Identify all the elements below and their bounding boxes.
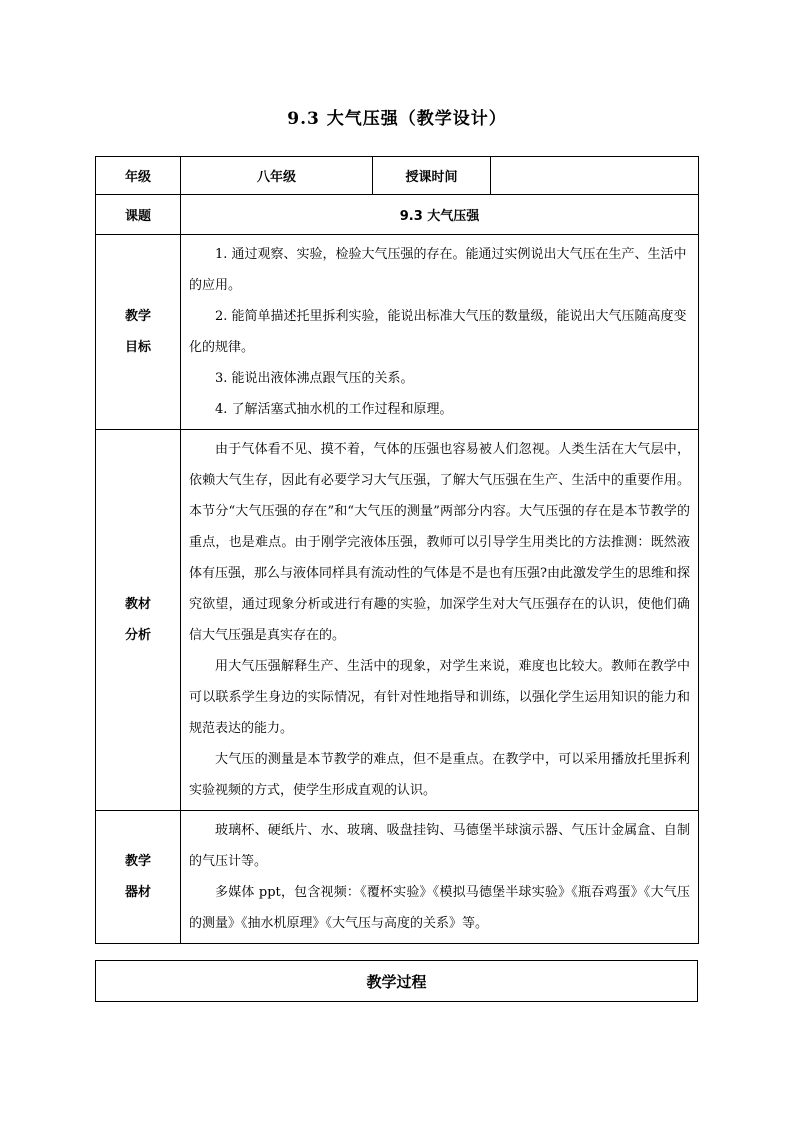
materials-paragraph: 多媒体 ppt，包含视频：《覆杯实验》《模拟马德堡半球实验》《瓶吞鸡蛋》《大气压的测量》《抽水机原理》《大气压与高度的关系》等。 (189, 885, 690, 931)
grade-row (96, 157, 699, 195)
page-title: 9.3 大气压强（教学设计） (287, 109, 507, 129)
analysis-content (181, 430, 699, 811)
topic-value: 9.3 大气压强 (181, 195, 699, 235)
analysis-paragraph: 大气压的测量是本节教学的难点，但不是重点。在教学中，可以采用播放托里拆利实验视频的方式，使学生形成直观的认识。 (189, 752, 690, 798)
topic-label: 课题 (96, 195, 181, 235)
topic-row (96, 195, 699, 235)
materials-content (181, 811, 699, 944)
materials-label (96, 811, 181, 944)
analysis-label-line1: 教材 (124, 597, 151, 612)
goal-item: 2. 能简单描述托里拆利实验，能说出标准大气压的数量级，能说出大气压随高度变化的规律。 (189, 309, 687, 355)
goal-item: 1. 通过观察、实验，检验大气压强的存在。能通过实例说出大气压在生产、生活中的应用。 (189, 247, 687, 293)
analysis-label (96, 430, 181, 811)
goals-row (96, 235, 699, 430)
goals-label-line2: 目标 (124, 340, 151, 355)
grade-value: 八年级 (181, 157, 373, 195)
materials-row (96, 811, 699, 944)
materials-paragraph: 玻璃杯、硬纸片、水、玻璃、吸盘挂钩、马德堡半球演示器、气压计金属盒、自制的气压计等。 (189, 823, 690, 869)
goals-content (181, 235, 699, 430)
lesson-info-table (95, 156, 699, 944)
time-label: 授课时间 (373, 157, 491, 195)
analysis-paragraph: 用大气压强解释生产、生活中的现象，对学生来说，难度也比较大。教师在教学中可以联系学生身边的实际情况，有针对性地指导和训练，以强化学生运用知识的能力和规范表达的能力。 (189, 659, 690, 736)
goal-item: 3. 能说出液体沸点跟气压的关系。 (215, 371, 414, 386)
analysis-row (96, 430, 699, 811)
time-value (491, 157, 699, 195)
goal-item: 4. 了解活塞式抽水机的工作过程和原理。 (215, 402, 453, 417)
analysis-label-line2: 分析 (124, 628, 151, 643)
grade-label: 年级 (96, 157, 181, 195)
analysis-paragraph: 由于气体看不见、摸不着，气体的压强也容易被人们忽视。人类生活在大气层中，依赖大气生存，因此有必要学习大气压强，了解大气压强在生产、生活中的重要作用。本节分“大气压强的存在”和“大气压的测量”两部分内容。大气压强的存在是本节教学的重点，也是难点。由于刚学完液体压强，教师可以引导学生用类比的方法推测：既然液体有压强，那么与液体同样具有流动性的气体是不是也有压强?由此激发学生的思维和探究欲望，通过现象分析或进行有趣的实验，加深学生对大气压强存在的认识，使他们确信大气压强是真实存在的。 (189, 442, 690, 643)
goals-label-line1: 教学 (124, 309, 151, 324)
materials-label-line1: 教学 (124, 854, 151, 869)
materials-label-line2: 器材 (124, 885, 151, 900)
goals-label (96, 235, 181, 430)
teaching-process-heading: 教学过程 (95, 960, 698, 1002)
